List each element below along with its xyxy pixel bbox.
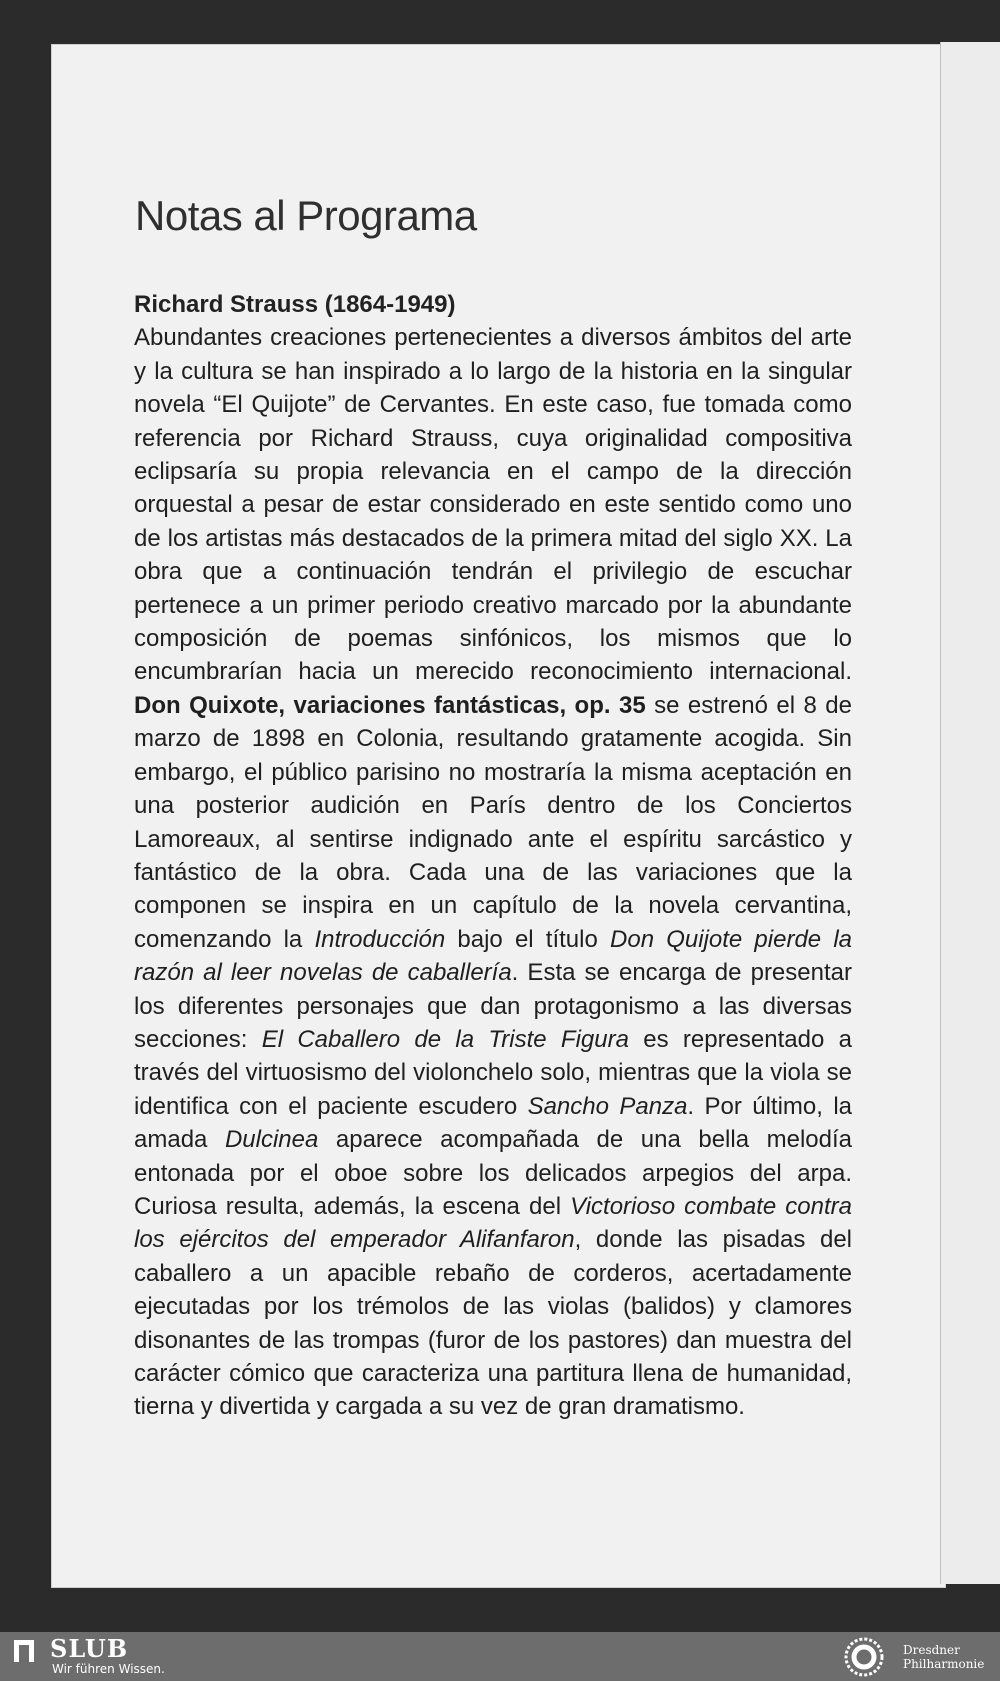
slub-tagline: Wir führen Wissen. <box>52 1662 165 1676</box>
composer-heading: Richard Strauss (1864-1949) <box>134 291 456 318</box>
slub-logo-icon <box>14 1636 38 1666</box>
brand-line-2: Philharmonie <box>903 1657 985 1671</box>
notes-paragraph: Abundantes creaciones pertenecientes a diversos ámbitos del arte y la cultura se han inspirado a lo largo de la historia en la singular novela “El Quijote” de Cervantes. En este caso, fue tomada como referencia por Richard Strauss, cuya originalidad compositiva eclipsaría su propia relevancia en el campo de la dirección orquestal a pesar de estar considerado en este sentido como uno de los artistas más destacados de la primera mitad del siglo XX. La obra que a continuación tendrán el privilegio de escuchar pertenece a un primer periodo creativo marcado por la abundante composición de poemas sinfónicos, los mismos que lo encumbrarían hacia un merecido reconocimiento internacional. Don Quixote, variaciones fantásticas, op. 35 se estrenó el 8 de marzo de 1898 en Colonia, resultando gratamente acogida. Sin embargo, el público parisino no mostraría la misma aceptación en una posterior audición en París dentro de los Conciertos Lamoreaux, al sentirse indignado ante el espíritu sarcástico y fantástico de la obra. Cada una de las variaciones que la componen se inspira en un capítulo de la novela cervantina, comenzando la Introducción bajo el título Don Quijote pierde la razón al leer novelas de caballería. Esta se encarga de presentar los diferentes personajes que dan protagonismo a las diversas secciones: El Caballero de la Triste Figura es representado a través del virtuosismo del violonchelo solo, mientras que la viola se identifica con el paciente escudero Sancho Panza. Por último, la amada Dulcinea aparece acompañada de una bella melodía entonada por el oboe sobre los delicados arpegios del arpa. Curiosa resulta, además, la escena del Victorioso combate contra los ejércitos del emperador Alifanfaron, donde las pisadas del caballero a un apacible rebaño de corderos, acertadamente ejecutadas por los trémolos de las violas (balidos) y clamores disonantes de las trompas (furor de los pastores) dan muestra del carácter cómico que caracteriza una partitura llena de humanidad, tierna y divertida y cargada a su vez de gran dramatismo. <box>134 324 853 1421</box>
page-title: Notas al Programa <box>135 192 477 239</box>
adjacent-page-edge <box>940 42 1000 1584</box>
dresdner-philharmonie-logo-icon <box>838 1632 890 1681</box>
brand-line-1: Dresdner <box>903 1643 960 1657</box>
slub-brand[interactable]: SLUB <box>50 1634 129 1663</box>
dresdner-philharmonie-brand[interactable] <box>903 1643 984 1671</box>
program-notes <box>134 288 852 1424</box>
